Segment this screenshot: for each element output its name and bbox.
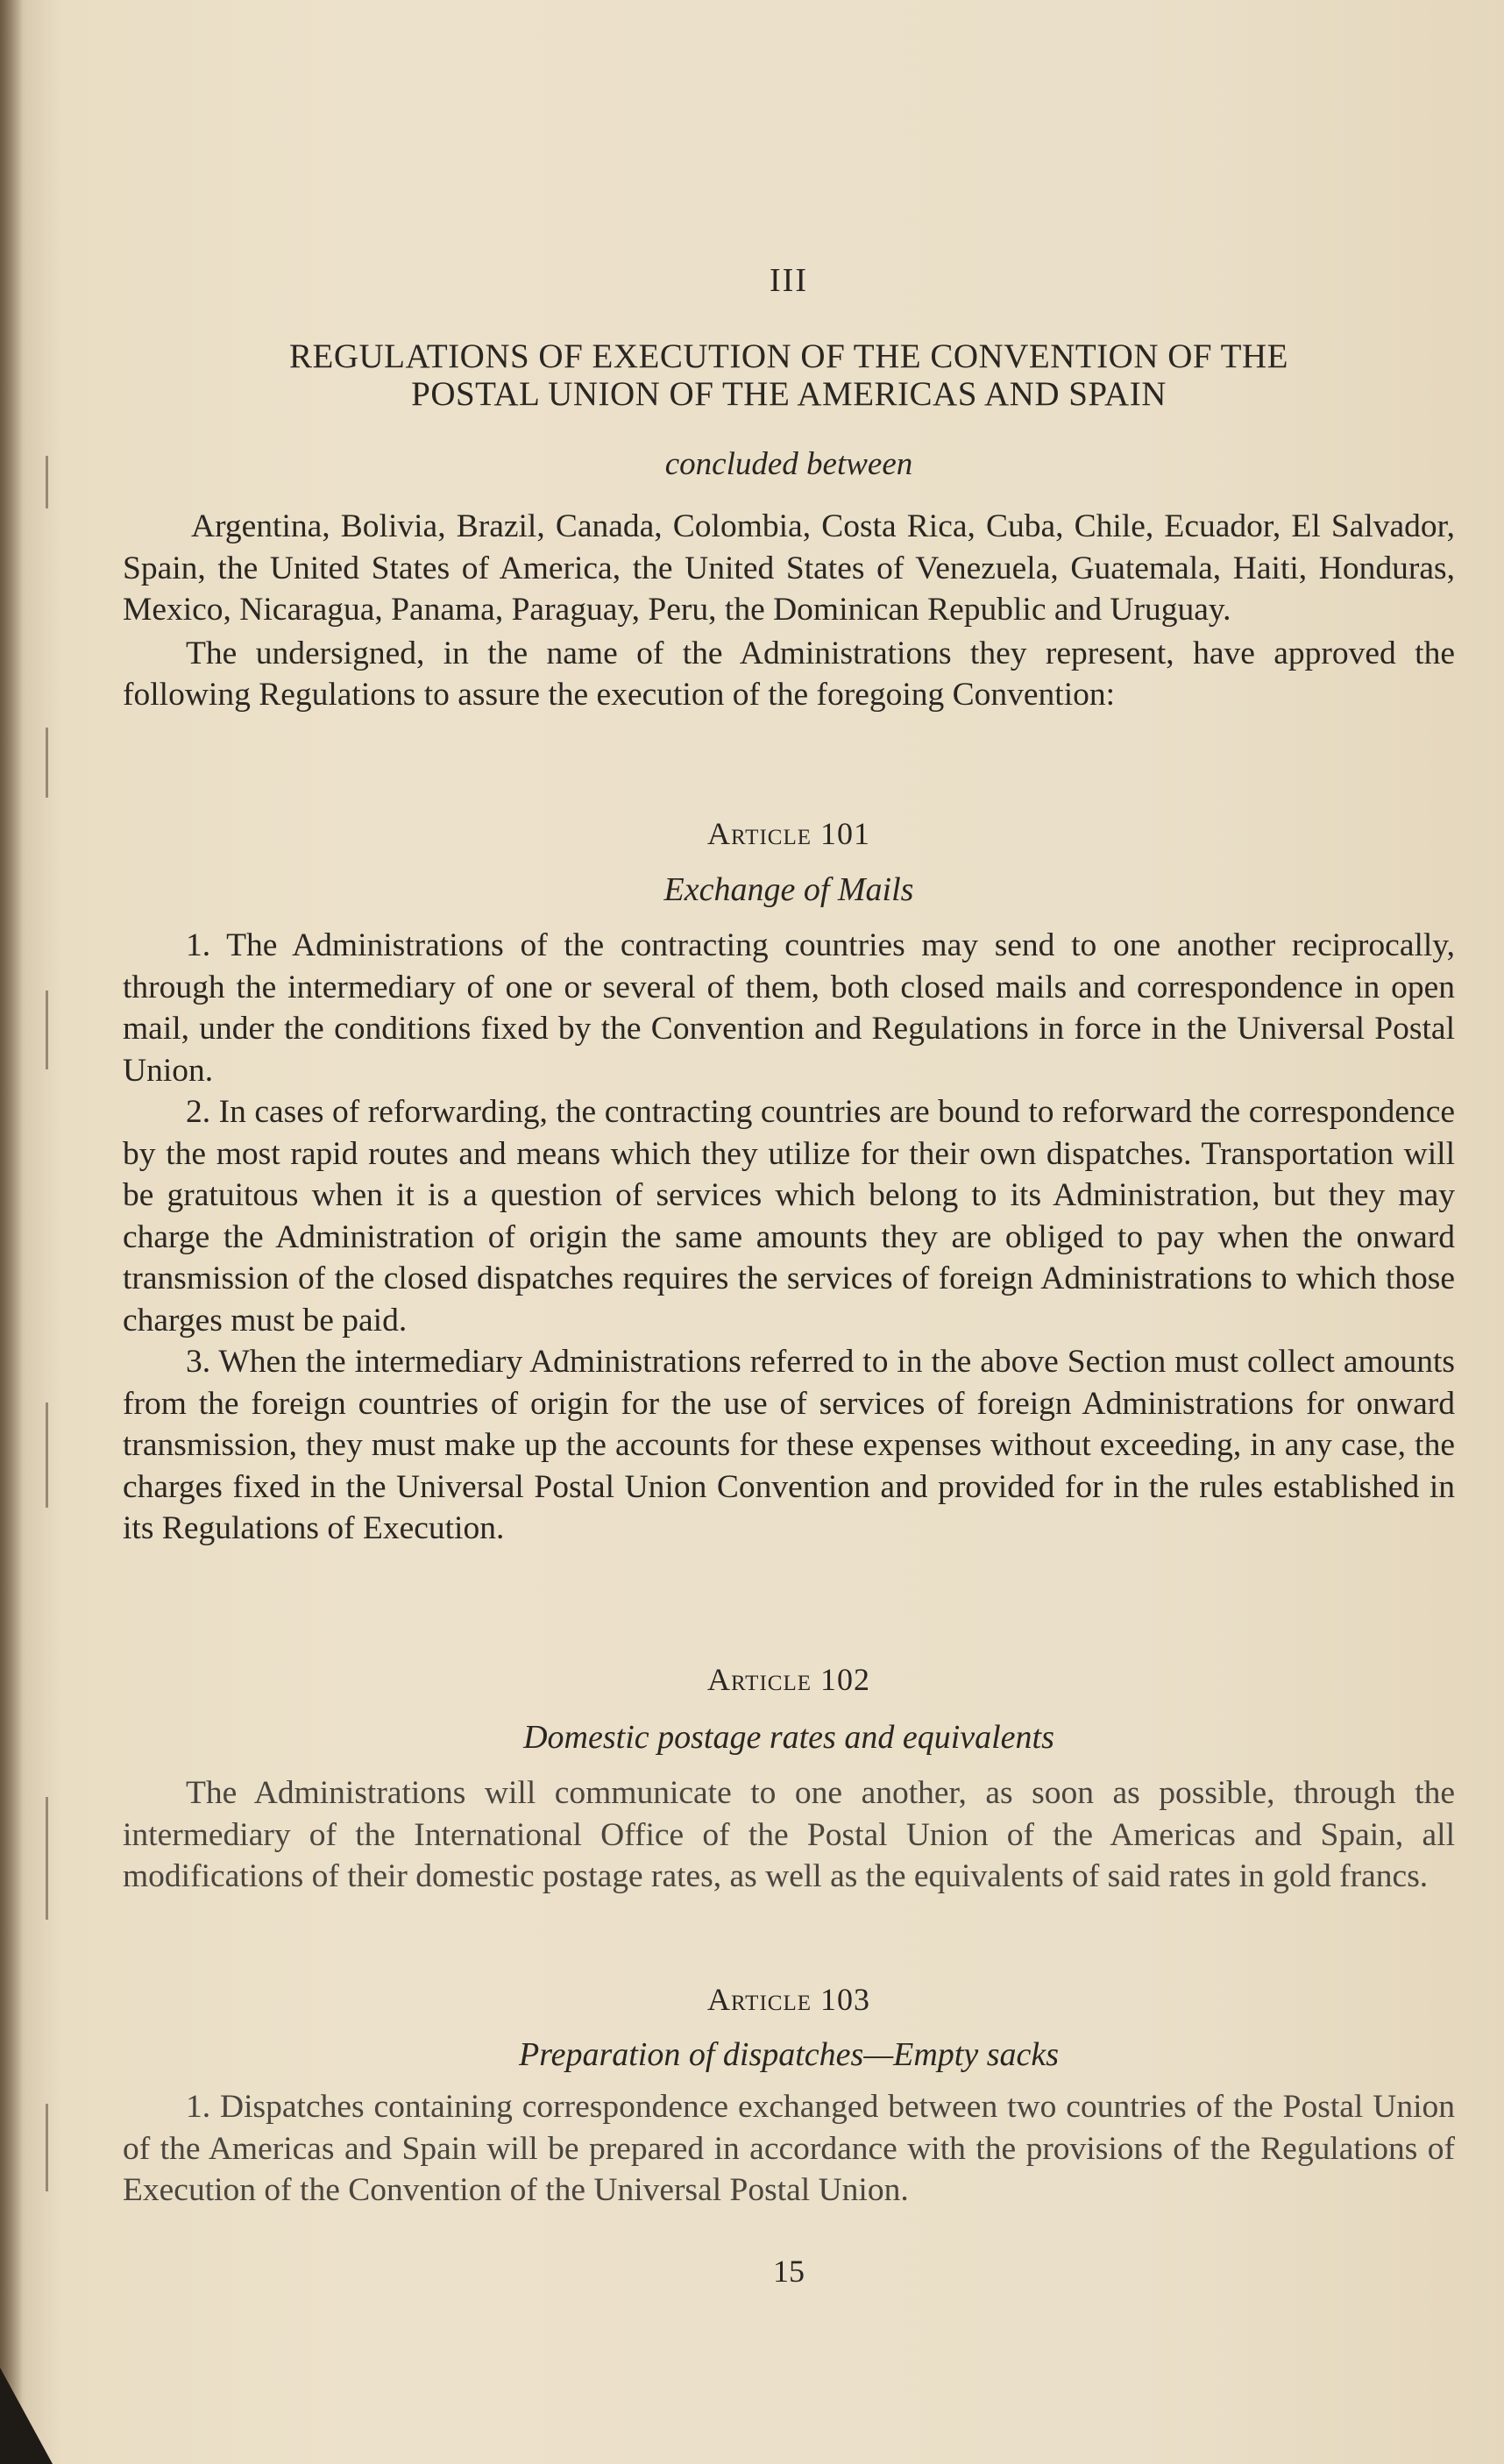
- article-102-paragraph-1: The Administrations will communicate to one another, as soon as possible, through the intermediary of the International Office of the Postal Union of the Americas and Spain, all modifications of their domestic postage rates, as well as the equivalents of said rates in gold francs.: [123, 1775, 1455, 1894]
- undersigned-paragraph: The undersigned, in the name of the Administrations they represent, have approved the following Regulations to assure the execution of the foregoing Convention:: [123, 635, 1455, 713]
- article-103-body: [123, 2086, 1455, 2212]
- page-edge-mark: [46, 1797, 48, 1920]
- article-101-paragraph-3: 3. When the intermediary Administrations referred to in the above Section must collect amounts from the foreign countries of origin for the use of services of foreign Administrations for onward transmission, they must make up the accounts for these expenses without exceeding, in any case, the charges fixed in the Universal Postal Union Convention and provided for in the rules established in its Regulations of Execution.: [123, 1344, 1455, 1546]
- title-line-1: REGULATIONS OF EXECUTION OF THE CONVENTION OF THE: [289, 337, 1288, 375]
- preamble: [123, 506, 1455, 716]
- page-edge-mark: [46, 2104, 48, 2191]
- page-edge-mark: [46, 456, 48, 508]
- binding-shadow: [0, 0, 23, 2464]
- page-edge-mark: [46, 1402, 48, 1508]
- subtitle: concluded between: [664, 446, 913, 482]
- article-101-initial: A: [707, 816, 731, 851]
- article-103-heading: [123, 1981, 1455, 2018]
- article-102-body: [123, 1772, 1455, 1898]
- article-103-paragraph-1: 1. Dispatches containing correspondence exchanged between two countries of the Postal Union of the Americas and Spain will be prepared in accordance with the provisions of the Regulations of Execution of the Convention of the Universal Postal Union.: [123, 2089, 1455, 2208]
- article-102-heading: [123, 1661, 1455, 1698]
- article-101-label: rticle 101: [731, 816, 870, 851]
- page-edge-mark: [46, 991, 48, 1069]
- article-101-paragraph-1: 1. The Administrations of the contracting countries may send to one another reciprocally, through the intermediary of one or several of them, both closed mails and correspondence in open mail, under the conditions fixed by the Convention and Regulations in force in the Universal Postal Union.: [123, 927, 1455, 1089]
- article-102-initial: A: [707, 1662, 731, 1697]
- article-102-title: Domestic postage rates and equivalents: [523, 1719, 1054, 1756]
- corner-shadow: [0, 2368, 53, 2464]
- page-edge-mark: [46, 728, 48, 798]
- article-103-label: rticle 103: [731, 1982, 870, 2017]
- article-102-label: rticle 102: [731, 1662, 870, 1697]
- title-line-2: POSTAL UNION OF THE AMERICAS AND SPAIN: [411, 375, 1167, 413]
- countries-paragraph: Argentina, Bolivia, Brazil, Canada, Colombia, Costa Rica, Cuba, Chile, Ecuador, El Salvador, Spain, the United States of America, the United States of Venezuela, Guatemala, Haiti, Honduras, Mexico, Nicaragua, Panama, Paraguay, Peru, the Dominican Republic and Uruguay.: [123, 508, 1455, 628]
- article-101-paragraph-2: 2. In cases of reforwarding, the contracting countries are bound to reforward the correspondence by the most rapid routes and means which they utilize for their own dispatches. Transportation will be gratuitous when it is a question of services which belong to its Administration, but they may charge the Administration of origin the same amounts they are obliged to pay when the onward transmission of the closed dispatches requires the services of foreign Administrations to which those charges must be paid.: [123, 1094, 1455, 1339]
- page-number: 15: [773, 2254, 805, 2289]
- section-numeral: III: [770, 262, 808, 299]
- article-101-title: Exchange of Mails: [663, 871, 914, 908]
- article-103-title: Preparation of dispatches—Empty sacks: [518, 2036, 1059, 2073]
- article-103-initial: A: [707, 1982, 731, 2017]
- article-101-body: [123, 925, 1455, 1550]
- page-title: [123, 337, 1455, 413]
- article-101-heading: [123, 815, 1455, 852]
